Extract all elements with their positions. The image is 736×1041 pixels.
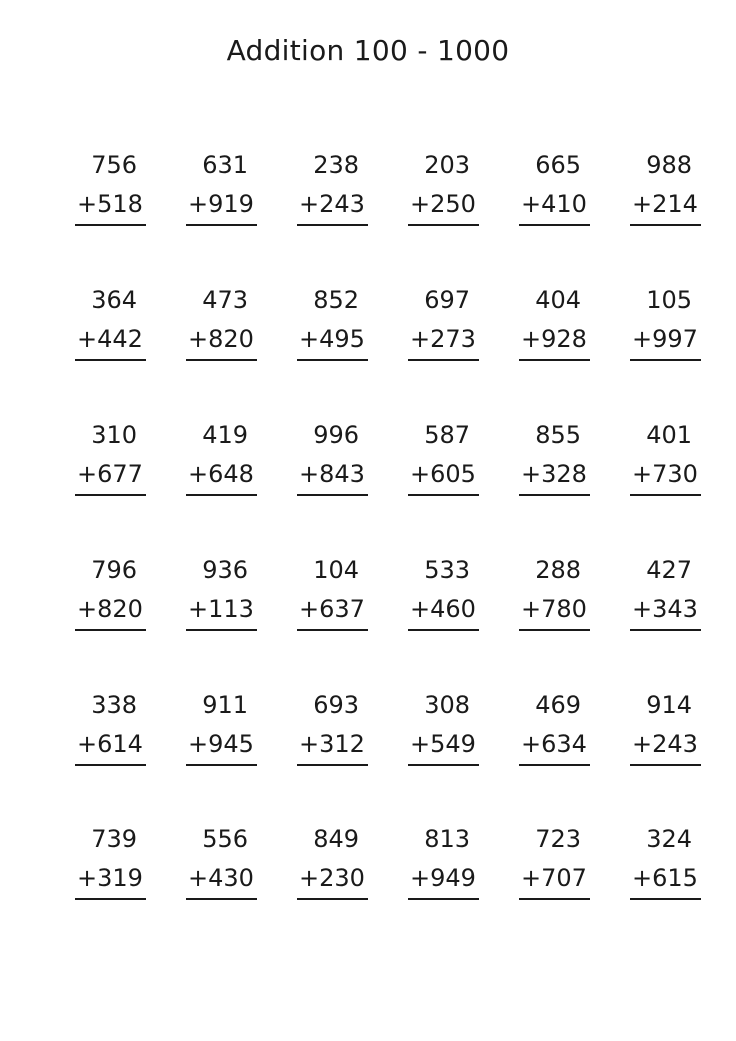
answer-line bbox=[519, 629, 590, 631]
addition-problem bbox=[630, 555, 702, 645]
addition-problem bbox=[519, 420, 591, 510]
top-addend: 324 bbox=[646, 825, 692, 853]
bottom-addend: +634 bbox=[521, 730, 587, 758]
top-addend: 104 bbox=[313, 556, 359, 584]
top-addend: 310 bbox=[91, 421, 137, 449]
top-addend: 693 bbox=[313, 691, 359, 719]
answer-line bbox=[408, 764, 479, 766]
top-addend: 813 bbox=[424, 825, 470, 853]
answer-line bbox=[630, 764, 701, 766]
addition-problem bbox=[297, 690, 369, 780]
bottom-addend: +113 bbox=[188, 595, 254, 623]
answer-line bbox=[630, 898, 701, 900]
addition-problem bbox=[630, 824, 702, 914]
top-addend: 401 bbox=[646, 421, 692, 449]
top-addend: 739 bbox=[91, 825, 137, 853]
addition-problem bbox=[186, 150, 258, 240]
bottom-addend: +243 bbox=[299, 190, 365, 218]
answer-line bbox=[186, 224, 257, 226]
answer-line bbox=[519, 359, 590, 361]
addition-problem bbox=[519, 690, 591, 780]
bottom-addend: +707 bbox=[521, 864, 587, 892]
bottom-addend: +615 bbox=[632, 864, 698, 892]
addition-problem bbox=[630, 690, 702, 780]
answer-line bbox=[297, 629, 368, 631]
top-addend: 105 bbox=[646, 286, 692, 314]
top-addend: 556 bbox=[202, 825, 248, 853]
bottom-addend: +243 bbox=[632, 730, 698, 758]
bottom-addend: +928 bbox=[521, 325, 587, 353]
bottom-addend: +460 bbox=[410, 595, 476, 623]
addition-problem bbox=[186, 420, 258, 510]
bottom-addend: +648 bbox=[188, 460, 254, 488]
bottom-addend: +214 bbox=[632, 190, 698, 218]
top-addend: 419 bbox=[202, 421, 248, 449]
bottom-addend: +730 bbox=[632, 460, 698, 488]
answer-line bbox=[408, 224, 479, 226]
addition-problem bbox=[408, 285, 480, 375]
bottom-addend: +518 bbox=[77, 190, 143, 218]
addition-problem bbox=[630, 285, 702, 375]
addition-problem bbox=[519, 555, 591, 645]
answer-line bbox=[75, 224, 146, 226]
bottom-addend: +843 bbox=[299, 460, 365, 488]
bottom-addend: +677 bbox=[77, 460, 143, 488]
answer-line bbox=[297, 224, 368, 226]
bottom-addend: +442 bbox=[77, 325, 143, 353]
answer-line bbox=[630, 359, 701, 361]
answer-line bbox=[75, 494, 146, 496]
bottom-addend: +430 bbox=[188, 864, 254, 892]
bottom-addend: +328 bbox=[521, 460, 587, 488]
bottom-addend: +919 bbox=[188, 190, 254, 218]
bottom-addend: +273 bbox=[410, 325, 476, 353]
top-addend: 723 bbox=[535, 825, 581, 853]
addition-problem bbox=[186, 555, 258, 645]
bottom-addend: +820 bbox=[188, 325, 254, 353]
addition-problem bbox=[519, 824, 591, 914]
bottom-addend: +949 bbox=[410, 864, 476, 892]
addition-problem bbox=[408, 420, 480, 510]
addition-problem bbox=[297, 824, 369, 914]
addition-problem bbox=[297, 420, 369, 510]
addition-problem bbox=[519, 285, 591, 375]
addition-problem bbox=[297, 285, 369, 375]
answer-line bbox=[297, 359, 368, 361]
answer-line bbox=[297, 494, 368, 496]
addition-problem bbox=[297, 150, 369, 240]
addition-problem bbox=[297, 555, 369, 645]
top-addend: 631 bbox=[202, 151, 248, 179]
answer-line bbox=[408, 898, 479, 900]
addition-problem bbox=[75, 150, 147, 240]
addition-problem bbox=[186, 824, 258, 914]
bottom-addend: +312 bbox=[299, 730, 365, 758]
bottom-addend: +637 bbox=[299, 595, 365, 623]
answer-line bbox=[630, 629, 701, 631]
addition-problem bbox=[75, 690, 147, 780]
answer-line bbox=[297, 898, 368, 900]
answer-line bbox=[408, 494, 479, 496]
addition-problem bbox=[75, 824, 147, 914]
top-addend: 533 bbox=[424, 556, 470, 584]
top-addend: 469 bbox=[535, 691, 581, 719]
top-addend: 473 bbox=[202, 286, 248, 314]
top-addend: 364 bbox=[91, 286, 137, 314]
answer-line bbox=[519, 764, 590, 766]
top-addend: 852 bbox=[313, 286, 359, 314]
bottom-addend: +780 bbox=[521, 595, 587, 623]
answer-line bbox=[186, 629, 257, 631]
addition-problem bbox=[75, 555, 147, 645]
answer-line bbox=[75, 359, 146, 361]
bottom-addend: +250 bbox=[410, 190, 476, 218]
answer-line bbox=[186, 359, 257, 361]
top-addend: 288 bbox=[535, 556, 581, 584]
bottom-addend: +343 bbox=[632, 595, 698, 623]
top-addend: 855 bbox=[535, 421, 581, 449]
answer-line bbox=[297, 764, 368, 766]
addition-problem bbox=[408, 150, 480, 240]
answer-line bbox=[519, 898, 590, 900]
bottom-addend: +410 bbox=[521, 190, 587, 218]
top-addend: 996 bbox=[313, 421, 359, 449]
addition-problem bbox=[408, 690, 480, 780]
top-addend: 338 bbox=[91, 691, 137, 719]
answer-line bbox=[75, 898, 146, 900]
bottom-addend: +230 bbox=[299, 864, 365, 892]
bottom-addend: +495 bbox=[299, 325, 365, 353]
bottom-addend: +605 bbox=[410, 460, 476, 488]
addition-problem bbox=[630, 420, 702, 510]
answer-line bbox=[408, 629, 479, 631]
top-addend: 936 bbox=[202, 556, 248, 584]
top-addend: 849 bbox=[313, 825, 359, 853]
top-addend: 665 bbox=[535, 151, 581, 179]
top-addend: 914 bbox=[646, 691, 692, 719]
answer-line bbox=[630, 494, 701, 496]
bottom-addend: +319 bbox=[77, 864, 143, 892]
top-addend: 796 bbox=[91, 556, 137, 584]
bottom-addend: +820 bbox=[77, 595, 143, 623]
top-addend: 427 bbox=[646, 556, 692, 584]
addition-problem bbox=[186, 690, 258, 780]
top-addend: 988 bbox=[646, 151, 692, 179]
bottom-addend: +614 bbox=[77, 730, 143, 758]
addition-problem bbox=[408, 555, 480, 645]
top-addend: 203 bbox=[424, 151, 470, 179]
top-addend: 697 bbox=[424, 286, 470, 314]
answer-line bbox=[186, 898, 257, 900]
answer-line bbox=[630, 224, 701, 226]
page-title: Addition 100 - 1000 bbox=[226, 34, 510, 67]
addition-problem bbox=[630, 150, 702, 240]
answer-line bbox=[408, 359, 479, 361]
answer-line bbox=[186, 494, 257, 496]
answer-line bbox=[75, 629, 146, 631]
addition-problem bbox=[519, 150, 591, 240]
addition-problem bbox=[75, 420, 147, 510]
top-addend: 911 bbox=[202, 691, 248, 719]
addition-problem bbox=[186, 285, 258, 375]
top-addend: 308 bbox=[424, 691, 470, 719]
answer-line bbox=[75, 764, 146, 766]
bottom-addend: +549 bbox=[410, 730, 476, 758]
answer-line bbox=[519, 224, 590, 226]
top-addend: 756 bbox=[91, 151, 137, 179]
bottom-addend: +945 bbox=[188, 730, 254, 758]
top-addend: 587 bbox=[424, 421, 470, 449]
top-addend: 238 bbox=[313, 151, 359, 179]
addition-problem bbox=[408, 824, 480, 914]
answer-line bbox=[186, 764, 257, 766]
answer-line bbox=[519, 494, 590, 496]
bottom-addend: +997 bbox=[632, 325, 698, 353]
top-addend: 404 bbox=[535, 286, 581, 314]
addition-problem bbox=[75, 285, 147, 375]
